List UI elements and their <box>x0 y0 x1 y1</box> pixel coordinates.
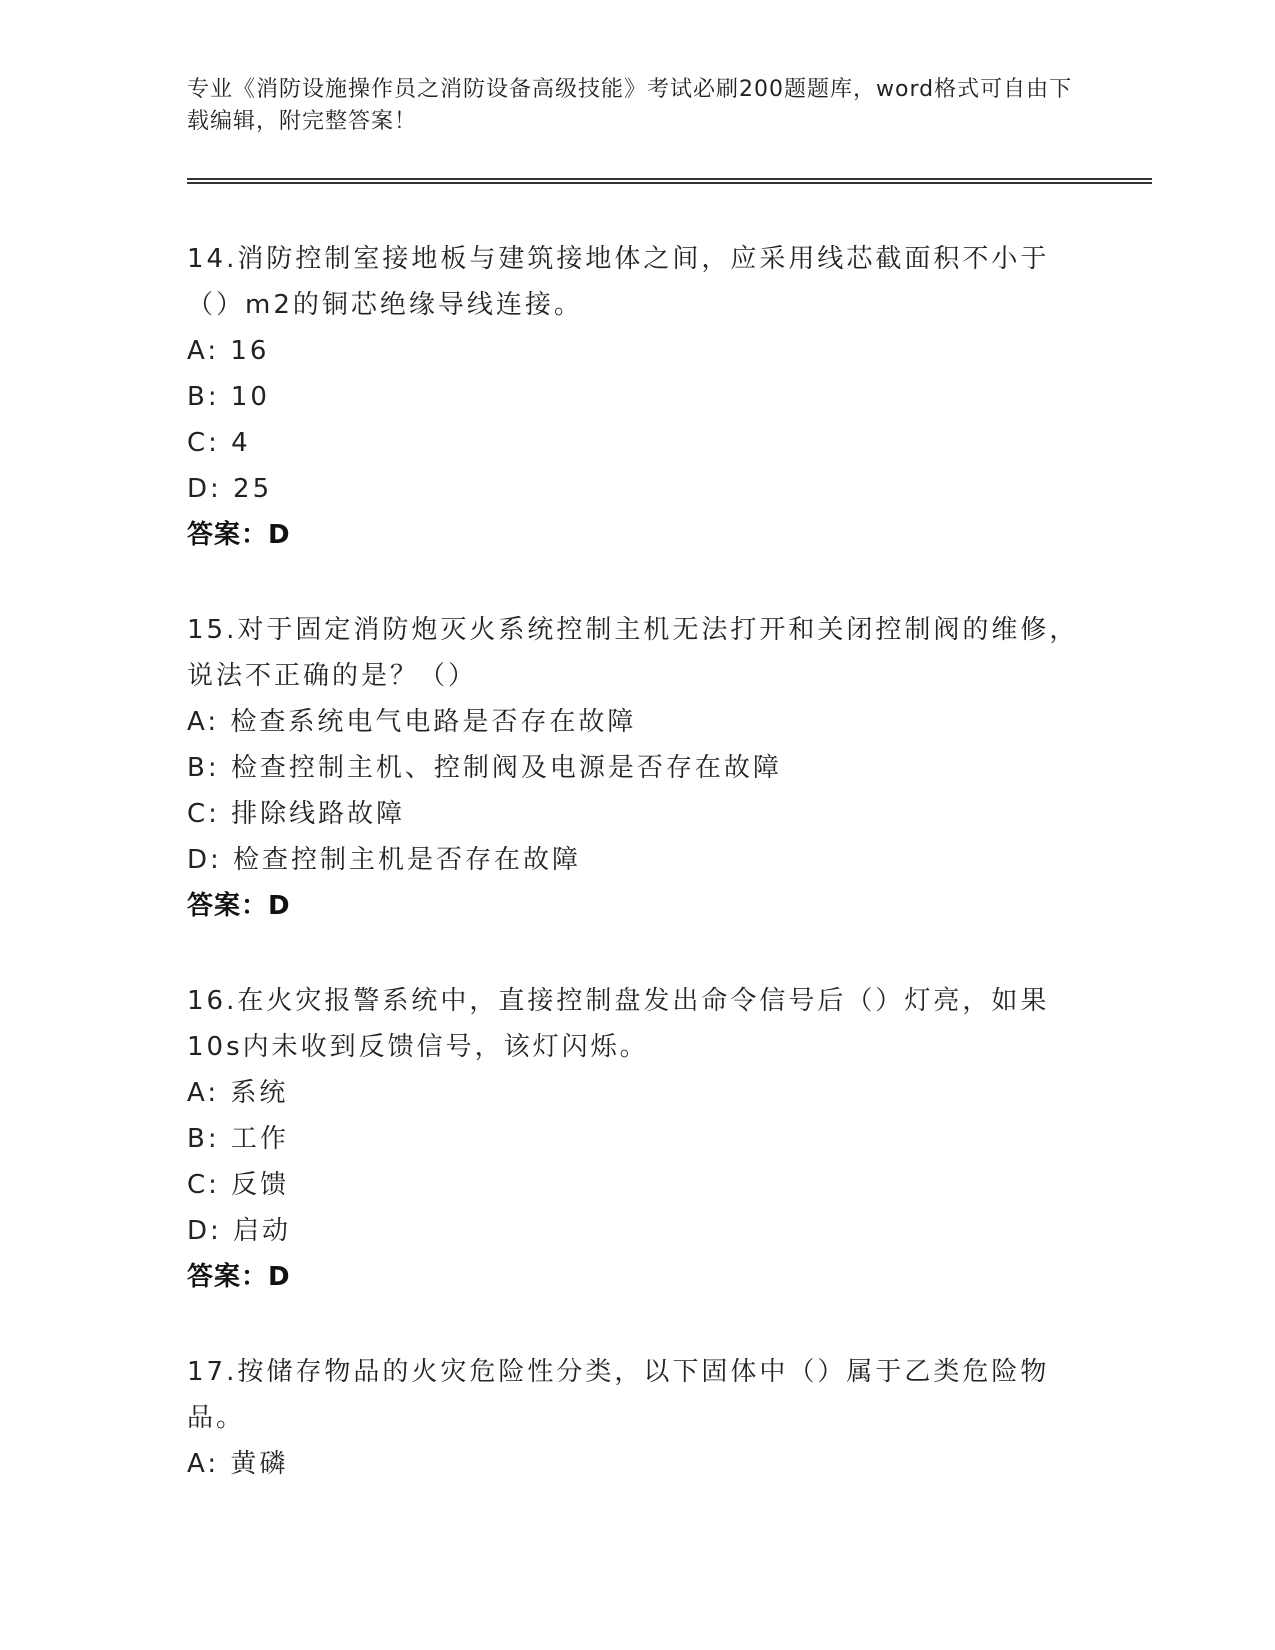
document-header: 专业《消防设施操作员之消防设备高级技能》考试必刷200题题库，word格式可自由下载编辑，附完整答案！ <box>187 77 1073 134</box>
answer-line: 答案：D <box>187 891 291 921</box>
option-d: D: 启动 <box>187 1216 292 1246</box>
option-b: B: 10 <box>187 382 270 412</box>
option-c: C: 排除线路故障 <box>187 799 406 829</box>
option-b: B: 检查控制主机、控制阀及电源是否存在故障 <box>187 753 782 783</box>
answer-line: 答案：D <box>187 1262 291 1292</box>
option-a: A: 16 <box>187 336 270 366</box>
question-stem: 17.按储存物品的火灾危险性分类，以下固体中（）属于乙类危险物品。 <box>187 1357 1050 1433</box>
option-c: C: 反馈 <box>187 1170 290 1200</box>
question-17 <box>187 1349 1087 1487</box>
option-d: D: 检查控制主机是否存在故障 <box>187 845 582 875</box>
option-a: A: 系统 <box>187 1078 289 1108</box>
question-stem: 14.消防控制室接地板与建筑接地体之间，应采用线芯截面积不小于（）m2的铜芯绝缘导线连接。 <box>187 244 1050 320</box>
option-b: B: 工作 <box>187 1124 289 1154</box>
question-15 <box>187 607 1087 929</box>
option-d: D: 25 <box>187 474 273 504</box>
answer-line: 答案：D <box>187 520 291 550</box>
question-16 <box>187 978 1087 1300</box>
question-list <box>187 236 1087 1536</box>
header-divider <box>187 178 1152 184</box>
question-stem: 15.对于固定消防炮灭火系统控制主机无法打开和关闭控制阀的维修，说法不正确的是？（） <box>187 615 1079 691</box>
question-14 <box>187 236 1087 558</box>
question-stem: 16.在火灾报警系统中，直接控制盘发出命令信号后（）灯亮，如果10s内未收到反馈信号，该灯闪烁。 <box>187 986 1050 1062</box>
option-c: C: 4 <box>187 428 251 458</box>
option-a: A: 黄磷 <box>187 1449 289 1479</box>
option-a: A: 检查系统电气电路是否存在故障 <box>187 707 637 737</box>
